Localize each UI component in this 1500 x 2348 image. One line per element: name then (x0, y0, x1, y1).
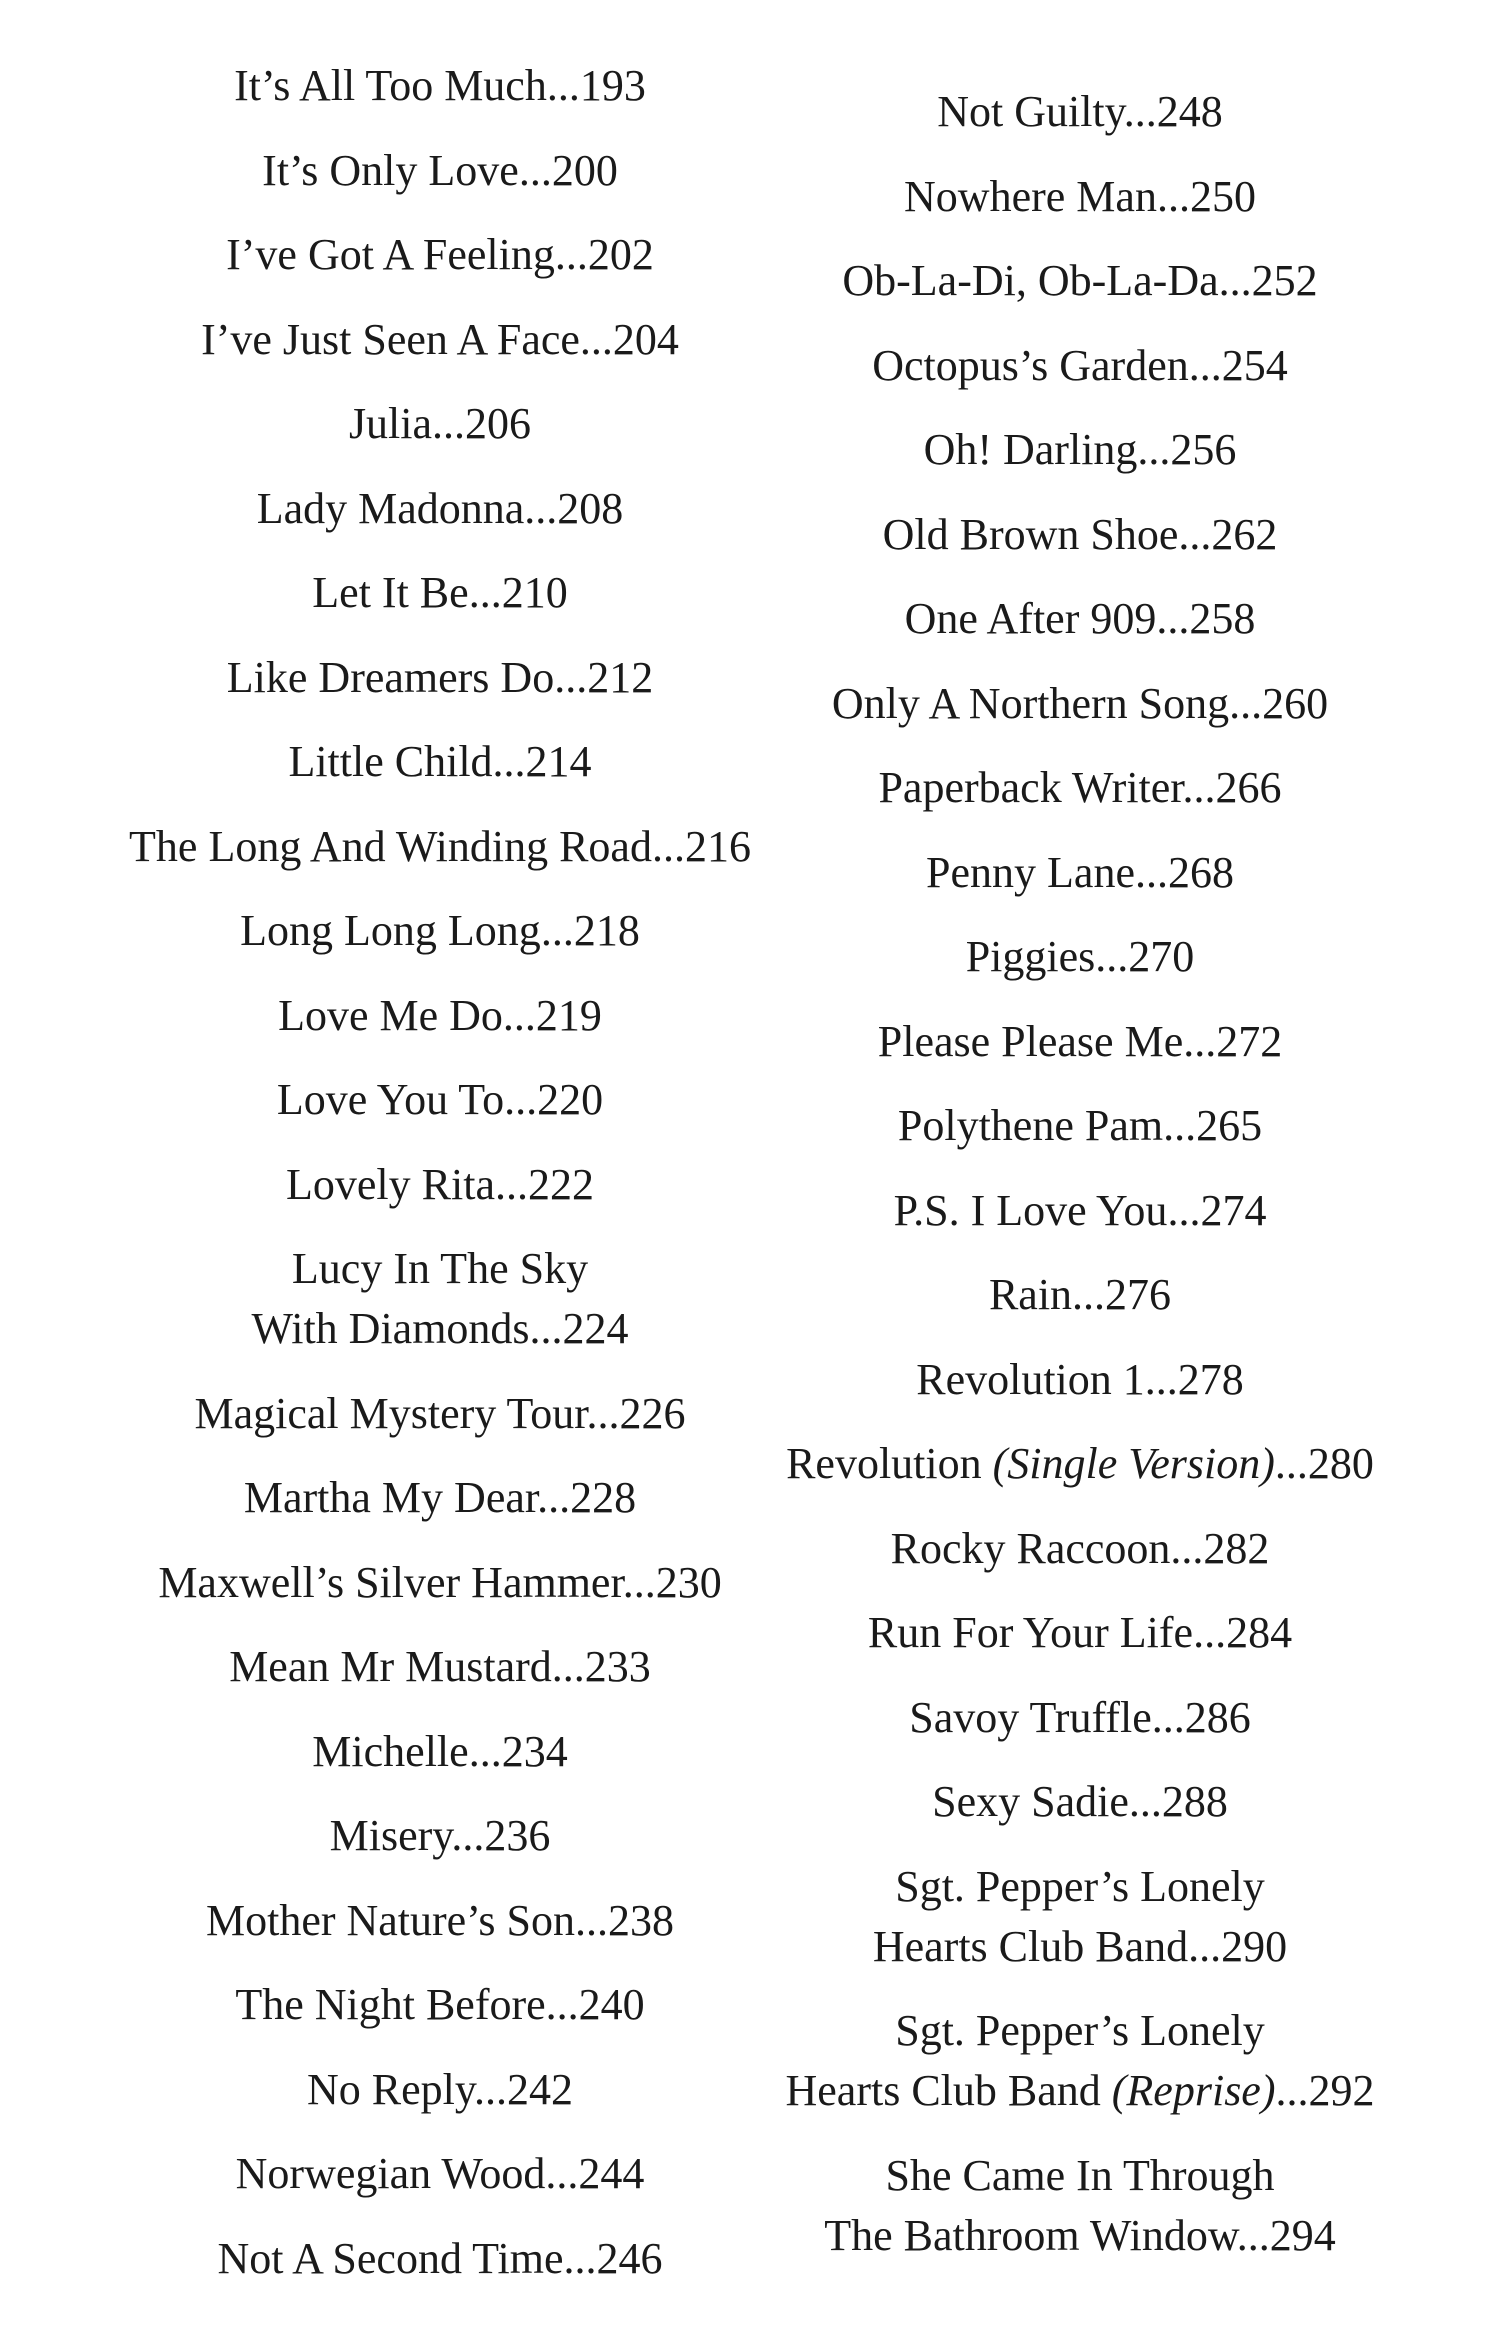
entry-page-number: 286 (1184, 1692, 1251, 1742)
entry-separator: ... (474, 2064, 508, 2114)
entry-separator: ... (1170, 1523, 1204, 1573)
entry-main-line (312, 1722, 567, 1782)
index-entry (898, 1096, 1262, 1156)
entry-separator: ... (451, 1811, 485, 1860)
entry-separator: ... (468, 1726, 502, 1776)
index-entry (194, 1384, 685, 1444)
entry-title: Not A Second Time (217, 2233, 564, 2283)
entry-title: Ob-La-Di, Ob-La-Da (842, 256, 1219, 305)
entry-separator: ... (1188, 340, 1222, 390)
entry-page-number: 270 (1128, 932, 1195, 981)
index-entry (786, 1434, 1374, 1494)
entry-title: Lovely Rita (286, 1159, 495, 1209)
entry-title: Mother Nature’s Son (205, 1895, 576, 1945)
index-entry (129, 817, 751, 877)
entry-main-line (898, 1096, 1262, 1156)
entry-page-number: 278 (1177, 1354, 1244, 1404)
entry-page-number: 274 (1200, 1185, 1267, 1235)
entry-title: Love You To (276, 1075, 505, 1124)
entry-separator: ... (545, 1980, 579, 2029)
entry-separator: ... (518, 145, 552, 195)
entry-page-number: 254 (1221, 340, 1288, 390)
index-entry (201, 310, 679, 370)
entry-title: The Long And Winding Road (129, 821, 652, 871)
index-entry (330, 1806, 551, 1866)
entry-main-line (891, 1519, 1270, 1579)
entry-title: Love Me Do (278, 990, 503, 1040)
index-left-column (40, 0, 840, 2313)
entry-main-line (251, 1299, 628, 1359)
entry-main-line (989, 1265, 1171, 1325)
entry-main-line (937, 82, 1223, 142)
entry-separator: ... (1178, 509, 1212, 559)
entry-page-number: 208 (557, 483, 624, 533)
entry-title: Martha My Dear (243, 1473, 538, 1522)
entry-separator: ... (1188, 1921, 1222, 1971)
entry-main-line (926, 843, 1234, 903)
entry-separator: ... (1183, 1016, 1217, 1066)
index-entry (937, 82, 1223, 142)
entry-separator: ... (540, 906, 574, 955)
index-entry (832, 674, 1328, 734)
entry-separator: ... (622, 1557, 656, 1607)
entry-page-number: 200 (551, 145, 618, 195)
entry-separator: ... (651, 821, 685, 871)
entry-page-number: 228 (570, 1473, 637, 1522)
index-entry (824, 2146, 1336, 2266)
entry-title: Not Guilty (937, 87, 1124, 136)
index-entry (989, 1265, 1171, 1325)
entry-separator: ... (432, 399, 466, 448)
entry-title: Revolution (786, 1439, 982, 1488)
index-entry (236, 2144, 645, 2204)
entry-separator: ... (1123, 87, 1157, 136)
entry-title: Mean Mr Mustard (229, 1642, 552, 1691)
entry-page-number: 240 (578, 1980, 645, 2029)
entry-title: Rain (988, 1270, 1073, 1319)
entry-main-line (201, 310, 679, 370)
entry-title: Please Please Me (877, 1016, 1184, 1066)
entry-title: It’s All Too Much (234, 61, 547, 110)
entry-title: Rocky Raccoon (890, 1523, 1171, 1573)
entry-main-line (229, 1637, 651, 1697)
entry-separator: ... (1151, 1692, 1185, 1742)
index-entry (932, 1772, 1228, 1832)
entry-separator: ... (1182, 763, 1216, 812)
index-entry (244, 1468, 636, 1528)
entry-page-number: 212 (587, 652, 654, 702)
entry-main-line (286, 1155, 594, 1215)
entry-main-line (227, 648, 653, 708)
entry-title: Only A Northern Song (831, 678, 1230, 728)
entry-page-number: 272 (1216, 1016, 1283, 1066)
index-entry (234, 56, 646, 116)
index-entry (307, 2060, 573, 2120)
entry-main-line (916, 1350, 1244, 1410)
entry-page-number: 290 (1221, 1921, 1288, 1971)
index-entry (158, 1553, 721, 1613)
entry-page-number: 219 (535, 990, 602, 1040)
index-entry (278, 986, 602, 1046)
entry-title-line1: Lucy In The Sky (291, 1244, 589, 1293)
entry-separator: ... (1156, 594, 1190, 643)
index-entry (891, 1519, 1270, 1579)
index-entry (227, 648, 653, 708)
entry-page-number: 252 (1251, 256, 1318, 305)
index-entry (926, 843, 1234, 903)
entry-main-line (878, 758, 1281, 818)
entry-title: Paperback Writer (878, 763, 1183, 812)
entry-page-number: 224 (562, 1304, 629, 1353)
entry-title: With Diamonds (251, 1304, 530, 1353)
entry-page-number: 226 (619, 1388, 686, 1438)
entry-page-number: 256 (1170, 425, 1237, 474)
entry-page-number: 220 (537, 1075, 604, 1124)
entry-separator: ... (545, 2149, 579, 2198)
index-entry (235, 1975, 644, 2035)
entry-separator: ... (1236, 2210, 1270, 2260)
entry-main-line (307, 2060, 573, 2120)
entry-title: I’ve Got A Feeling (226, 230, 555, 279)
entry-separator: ... (586, 1388, 620, 1438)
entry-page-number: 242 (507, 2064, 574, 2114)
index-entry (924, 420, 1237, 480)
entry-separator: ... (504, 1075, 538, 1124)
index-entry (905, 589, 1256, 649)
entry-separator: ... (1163, 1101, 1197, 1150)
entry-main-line (129, 817, 751, 877)
entry-main-line (872, 336, 1288, 396)
entry-separator: ... (579, 314, 613, 364)
entry-separator: ... (494, 1159, 528, 1209)
index-entry (312, 1722, 567, 1782)
entry-page-number: 292 (1308, 2066, 1375, 2115)
entry-separator: ... (546, 61, 580, 110)
entry-main-line (878, 1012, 1282, 1072)
entry-title: Let It Be (312, 568, 469, 617)
entry-title: Polythene Pam (897, 1101, 1164, 1150)
entry-page-number: 258 (1189, 594, 1256, 643)
entry-title: Like Dreamers Do (226, 652, 555, 702)
entry-page-number: 268 (1167, 847, 1234, 897)
entry-title-line1: She Came In Through (885, 2150, 1275, 2200)
entry-title: Julia (348, 399, 433, 448)
entry-main-line (244, 1468, 636, 1528)
entry-subtitle: (Reprise) (1111, 2066, 1276, 2115)
entry-main-line (868, 1603, 1292, 1663)
entry-page-number: 234 (501, 1726, 568, 1776)
entry-page-number: 193 (579, 61, 646, 110)
entry-title: Hearts Club Band (785, 2066, 1101, 2115)
entry-page-number: 262 (1211, 509, 1278, 559)
entry-separator: ... (1193, 1608, 1227, 1657)
index-entry (878, 758, 1281, 818)
entry-separator: ... (1167, 1185, 1201, 1235)
entry-title: Lady Madonna (256, 483, 525, 533)
entry-title: One After 909 (904, 594, 1157, 643)
entry-main-line (785, 2061, 1374, 2121)
entry-page-number: 248 (1156, 87, 1223, 136)
index-entry (277, 1070, 603, 1130)
entry-title: It’s Only Love (262, 145, 519, 195)
entry-title: Maxwell’s Silver Hammer (158, 1557, 623, 1607)
entry-page-number: 204 (612, 314, 679, 364)
entry-page-number: 202 (587, 230, 654, 279)
entry-separator: ... (524, 483, 558, 533)
entry-separator: ... (1144, 1354, 1178, 1404)
entry-main-line (883, 505, 1278, 565)
entry-separator: ... (575, 1895, 609, 1945)
entry-title: Revolution 1 (916, 1354, 1145, 1404)
index-entry (842, 251, 1317, 311)
entry-main-line (932, 1772, 1228, 1832)
index-entry (883, 505, 1278, 565)
index-entry (785, 2001, 1374, 2121)
index-entry (878, 1012, 1282, 1072)
entry-page-number: 244 (578, 2149, 645, 2198)
entry-separator: ... (1275, 2066, 1309, 2115)
entry-main-line (824, 2206, 1336, 2266)
entry-title: I’ve Just Seen A Face (201, 314, 580, 364)
entry-title: Penny Lane (926, 847, 1135, 897)
entry-page-number: 210 (501, 568, 568, 617)
index-entry (873, 1857, 1287, 1977)
entry-main-line (832, 674, 1328, 734)
index-entry (909, 1688, 1250, 1748)
index-entry (286, 1155, 594, 1215)
index-entry (894, 1181, 1267, 1241)
entry-title: The Night Before (235, 1980, 546, 2029)
entry-page-number: 265 (1196, 1101, 1263, 1150)
index-entry (288, 732, 591, 792)
entry-page-number: 250 (1189, 171, 1256, 221)
entry-separator: ... (563, 2233, 597, 2283)
entry-title: Old Brown Shoe (882, 509, 1179, 559)
index-entry (966, 927, 1195, 987)
entry-separator: ... (492, 737, 526, 786)
entry-page-number: 206 (465, 399, 532, 448)
entry-main-line (786, 1434, 1374, 1494)
entry-main-line (206, 1891, 674, 1951)
index-entry (240, 901, 640, 961)
entry-separator: ... (1218, 256, 1252, 305)
entry-title: Little Child (288, 737, 493, 786)
entry-title: Nowhere Man (904, 171, 1157, 221)
entry-main-line (842, 251, 1317, 311)
entry-separator: ... (1156, 171, 1190, 221)
entry-main-line (904, 167, 1256, 227)
entry-separator: ... (1274, 1439, 1308, 1488)
entry-main-line (194, 1384, 685, 1444)
entry-separator: ... (537, 1473, 571, 1522)
entry-title: Misery (329, 1811, 452, 1860)
entry-separator: ... (554, 652, 588, 702)
entry-page-number: 214 (525, 737, 592, 786)
entry-title: Michelle (312, 1726, 469, 1776)
entry-separator: ... (551, 1642, 585, 1691)
entry-main-line (235, 1975, 644, 2035)
index-entry (257, 479, 624, 539)
entry-separator: ... (554, 230, 588, 279)
entry-separator: ... (529, 1304, 563, 1353)
entry-page-number: 260 (1262, 678, 1329, 728)
index-entry (251, 1239, 628, 1359)
entry-title: Piggies (965, 932, 1096, 981)
entry-main-line (909, 1688, 1250, 1748)
entry-title: Magical Mystery Tour (194, 1388, 587, 1438)
entry-separator: ... (1229, 678, 1263, 728)
entry-page-number: 222 (527, 1159, 594, 1209)
index-entry (312, 563, 567, 623)
entry-title: Norwegian Wood (235, 2149, 546, 2198)
entry-separator: ... (468, 568, 502, 617)
entry-page-number: 238 (608, 1895, 675, 1945)
entry-main-line (240, 901, 640, 961)
entry-separator: ... (502, 990, 536, 1040)
entry-subtitle: (Single Version) (992, 1439, 1275, 1488)
index-entry (262, 141, 618, 201)
entry-main-line (236, 2144, 645, 2204)
entry-main-line (330, 1806, 551, 1866)
entry-main-line (924, 420, 1237, 480)
entry-separator: ... (1095, 932, 1129, 981)
index-entry (916, 1350, 1244, 1410)
entry-title: No Reply (306, 2064, 475, 2114)
entry-page-number: 294 (1269, 2210, 1336, 2260)
entry-main-line (873, 1917, 1287, 1977)
entry-page-number: 266 (1215, 763, 1282, 812)
entry-title: Run For Your Life (867, 1608, 1194, 1657)
index-entry (206, 1891, 674, 1951)
index-entry (218, 2229, 663, 2289)
entry-main-line (966, 927, 1195, 987)
index-entry (229, 1637, 651, 1697)
entry-separator: ... (1137, 425, 1171, 474)
entry-main-line (905, 589, 1256, 649)
index-entry (226, 225, 654, 285)
index-entry (868, 1603, 1292, 1663)
entry-main-line (894, 1181, 1267, 1241)
entry-page-number: 246 (596, 2233, 663, 2283)
entry-page-number: 284 (1226, 1608, 1293, 1657)
entry-page-number: 280 (1307, 1439, 1374, 1488)
entry-page-number: 282 (1203, 1523, 1270, 1573)
entry-main-line (218, 2229, 663, 2289)
entry-title: Octopus’s Garden (872, 340, 1189, 390)
entry-main-line (226, 225, 654, 285)
entry-title-line1: Sgt. Pepper’s Lonely (895, 1861, 1265, 1911)
entry-page-number: 288 (1161, 1777, 1228, 1826)
entry-page-number: 233 (584, 1642, 651, 1691)
entry-title: Oh! Darling (923, 425, 1138, 474)
entry-title: Hearts Club Band (872, 1921, 1189, 1971)
index-right-column (740, 0, 1420, 2290)
entry-title: Sexy Sadie (932, 1777, 1129, 1826)
entry-main-line (278, 986, 602, 1046)
entry-separator: ... (1128, 1777, 1162, 1826)
entry-page-number: 218 (573, 906, 640, 955)
index-entry (872, 336, 1288, 396)
entry-page-number: 236 (484, 1811, 551, 1860)
entry-page-number: 216 (684, 821, 751, 871)
entry-main-line (257, 479, 624, 539)
entry-title-line1: Sgt. Pepper’s Lonely (895, 2006, 1265, 2055)
entry-title: P.S. I Love You (893, 1185, 1168, 1235)
entry-page-number: 230 (655, 1557, 722, 1607)
entry-title: Savoy Truffle (909, 1692, 1152, 1742)
index-entry (904, 167, 1256, 227)
entry-main-line (234, 56, 646, 116)
entry-main-line (277, 1070, 603, 1130)
entry-title: The Bathroom Window (824, 2210, 1237, 2260)
entry-main-line (262, 141, 618, 201)
entry-separator: ... (1072, 1270, 1106, 1319)
entry-main-line (312, 563, 567, 623)
entry-main-line (288, 732, 591, 792)
entry-main-line (158, 1553, 721, 1613)
entry-title: Long Long Long (240, 906, 541, 955)
index-entry (349, 394, 531, 454)
entry-main-line (349, 394, 531, 454)
entry-page-number: 276 (1105, 1270, 1172, 1319)
entry-separator: ... (1134, 847, 1168, 897)
